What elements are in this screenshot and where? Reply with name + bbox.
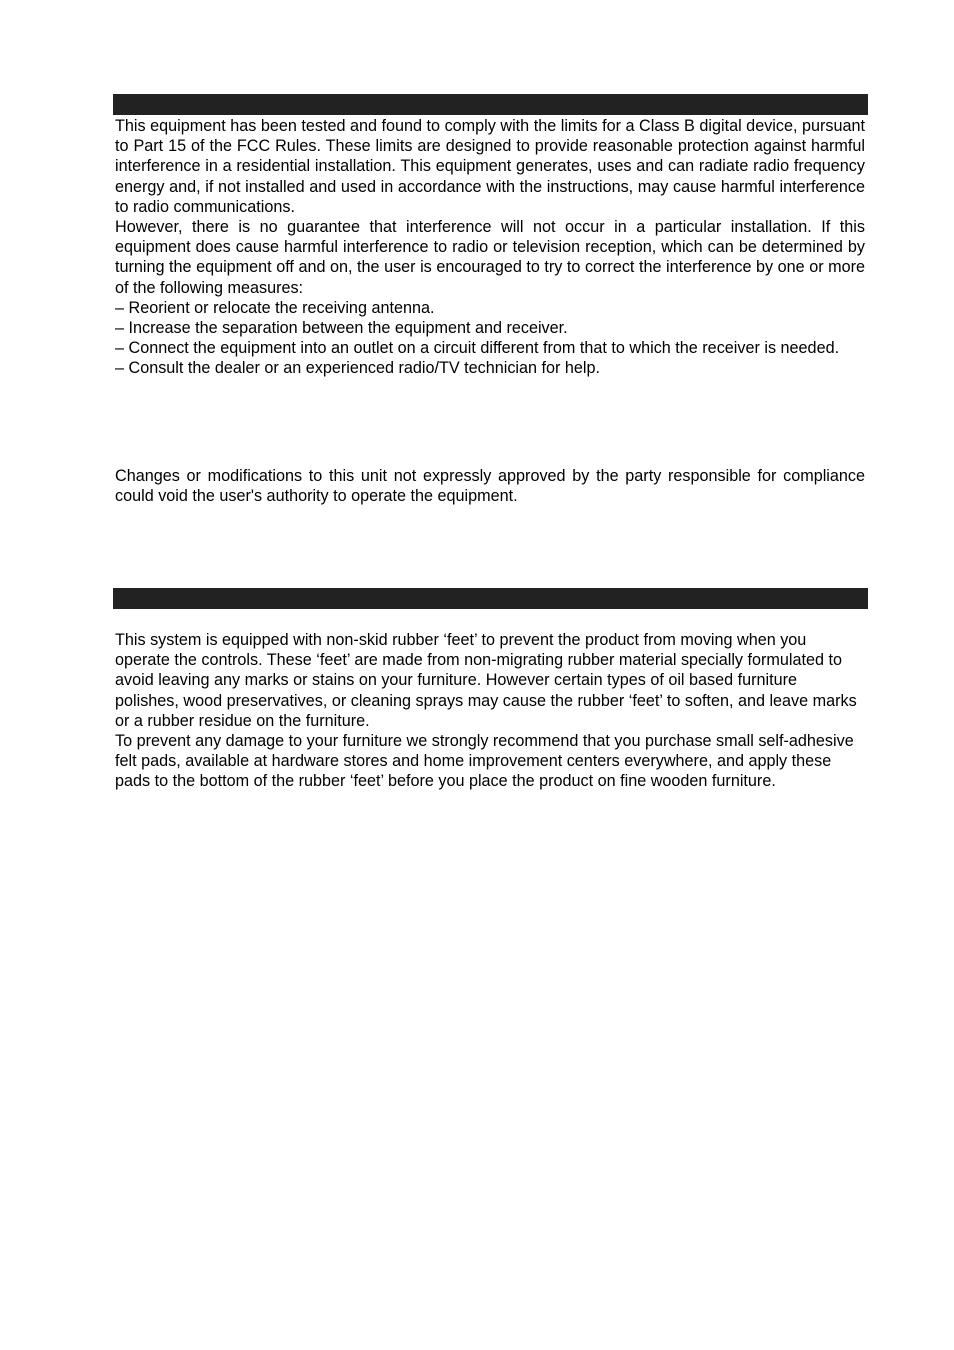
fcc-paragraph-compliance: This equipment has been tested and found to comply with the limits for a Class B digital device, pursuant to Part 15 of the FCC Rules. These limits are designed to provide reasonable protection against harmful interference in a residential installation. This equipment generates, uses and can radiate radio frequency energy and, if not installed and used in accordance with the instructions, may cause harmful interference to radio communications. (115, 117, 865, 216)
fcc-statement (115, 116, 865, 379)
fcc-changes-note (115, 466, 865, 506)
list-item: – Connect the equipment into an outlet on a circuit different from that to which the receiver is needed. (115, 339, 840, 358)
fcc-paragraph-interference: However, there is no guarantee that interference will not occur in a particular installation. If this equipment does cause harmful interference to radio or television reception, which can be determined by turning the equipment off and on, the user is encouraged to try to correct the interference by one or more of the following measures: (115, 218, 865, 297)
fcc-measures-list (115, 298, 865, 379)
furniture-care-text (115, 630, 860, 792)
changes-paragraph: Changes or modifications to this unit not expressly approved by the party responsible for compliance could void the user's authority to operate the equipment. (115, 467, 865, 506)
furniture-paragraph-feet: This system is equipped with non-skid rubber ‘feet’ to prevent the product from moving when you operate the controls. These ‘feet’ are made from non-migrating rubber material specially formulated to avoid leaving any marks or stains on your furniture. However certain types of oil based furniture polishes, wood preservatives, or cleaning sprays may cause the rubber ‘feet’ to soften, and leave marks or a rubber residue on the furniture. (115, 631, 857, 730)
furniture-paragraph-recommendation: To prevent any damage to your furniture we strongly recommend that you purchase small self-adhesive felt pads, available at hardware stores and home improvement centers everywhere, and apply these pads to the bottom of the rubber ‘feet’ before you place the product on fine wooden furniture. (115, 732, 854, 791)
list-item: – Reorient or relocate the receiving antenna. (115, 298, 435, 317)
fcc-section-header-bar (113, 94, 868, 115)
list-item: – Increase the separation between the equipment and receiver. (115, 319, 568, 338)
furniture-section-header-bar (113, 588, 868, 609)
list-item: – Consult the dealer or an experienced radio/TV technician for help. (115, 359, 601, 378)
